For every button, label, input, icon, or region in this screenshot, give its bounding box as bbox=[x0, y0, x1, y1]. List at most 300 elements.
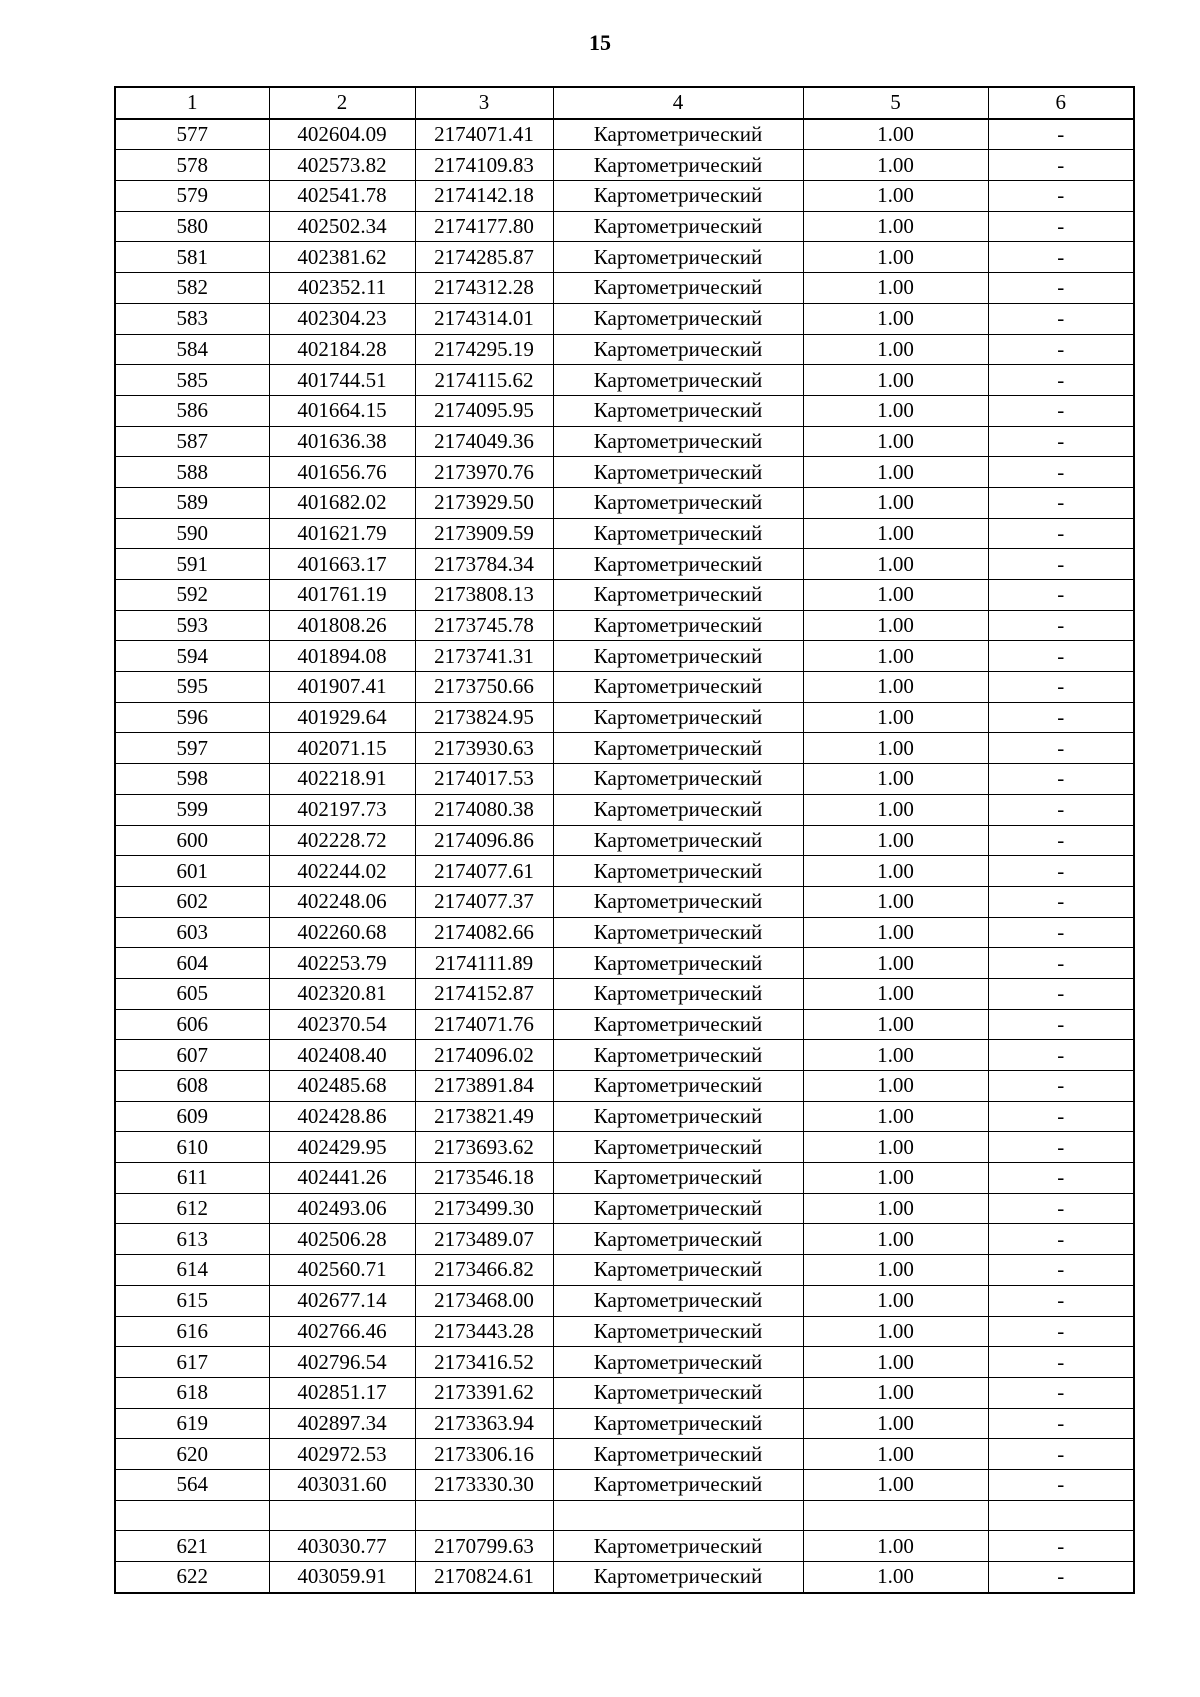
table-cell-col-1: 583 bbox=[115, 303, 269, 334]
table-cell-col-1 bbox=[115, 1500, 269, 1531]
table-cell-col-1: 598 bbox=[115, 764, 269, 795]
table-cell-col-4: Картометрический bbox=[553, 119, 803, 150]
table-cell-col-1: 622 bbox=[115, 1562, 269, 1593]
table-cell-col-2: 401929.64 bbox=[269, 702, 415, 733]
column-header-2: 2 bbox=[269, 87, 415, 119]
table-cell-col-6: - bbox=[988, 487, 1134, 518]
table-cell-col-1: 584 bbox=[115, 334, 269, 365]
table-cell-col-4: Картометрический bbox=[553, 1255, 803, 1286]
table-cell-col-1: 577 bbox=[115, 119, 269, 150]
table-cell-col-5: 1.00 bbox=[803, 794, 988, 825]
table-cell-col-3: 2174017.53 bbox=[415, 764, 553, 795]
table-cell-col-2: 402604.09 bbox=[269, 119, 415, 150]
table-cell-col-2: 402320.81 bbox=[269, 978, 415, 1009]
table-cell-col-2: 402304.23 bbox=[269, 303, 415, 334]
table-row bbox=[115, 1377, 1134, 1408]
table-cell-col-3: 2174111.89 bbox=[415, 948, 553, 979]
table-cell-col-5: 1.00 bbox=[803, 733, 988, 764]
table-cell-col-5: 1.00 bbox=[803, 917, 988, 948]
table-cell-col-3: 2170799.63 bbox=[415, 1531, 553, 1562]
table-cell-col-3: 2173824.95 bbox=[415, 702, 553, 733]
table-row bbox=[115, 1408, 1134, 1439]
table-cell-col-4: Картометрический bbox=[553, 825, 803, 856]
table-cell-col-2: 402184.28 bbox=[269, 334, 415, 365]
table-row bbox=[115, 1439, 1134, 1470]
table-cell-col-6: - bbox=[988, 702, 1134, 733]
table-cell-col-1: 580 bbox=[115, 211, 269, 242]
table-cell-col-6: - bbox=[988, 764, 1134, 795]
table-cell-col-3: 2173741.31 bbox=[415, 641, 553, 672]
table-cell-col-1: 601 bbox=[115, 856, 269, 887]
table-row bbox=[115, 181, 1134, 212]
table-cell-col-3: 2173821.49 bbox=[415, 1101, 553, 1132]
table-cell-col-3: 2174077.61 bbox=[415, 856, 553, 887]
table-cell-col-3: 2174312.28 bbox=[415, 273, 553, 304]
table-cell-col-4: Картометрический bbox=[553, 672, 803, 703]
table-cell-col-6: - bbox=[988, 518, 1134, 549]
table-cell-col-4: Картометрический bbox=[553, 702, 803, 733]
table-cell-col-3: 2174049.36 bbox=[415, 426, 553, 457]
table-cell-col-6: - bbox=[988, 181, 1134, 212]
table-cell-col-3: 2173808.13 bbox=[415, 580, 553, 611]
table-cell-col-5: 1.00 bbox=[803, 181, 988, 212]
table-cell-col-5: 1.00 bbox=[803, 1163, 988, 1194]
table-cell-col-2: 401894.08 bbox=[269, 641, 415, 672]
table-cell-col-1: 587 bbox=[115, 426, 269, 457]
table-cell-col-1: 589 bbox=[115, 487, 269, 518]
table-cell-col-3: 2170824.61 bbox=[415, 1562, 553, 1593]
table-row bbox=[115, 856, 1134, 887]
table-row bbox=[115, 1500, 1134, 1531]
table-cell-col-1: 588 bbox=[115, 457, 269, 488]
table-cell-col-3: 2173443.28 bbox=[415, 1316, 553, 1347]
table-cell-col-6: - bbox=[988, 917, 1134, 948]
table-cell-col-4: Картометрический bbox=[553, 794, 803, 825]
table-cell-col-1: 611 bbox=[115, 1163, 269, 1194]
table-cell-col-1: 619 bbox=[115, 1408, 269, 1439]
table-row bbox=[115, 1347, 1134, 1378]
table-cell-col-6: - bbox=[988, 672, 1134, 703]
table-cell-col-6: - bbox=[988, 794, 1134, 825]
table-cell-col-3: 2173970.76 bbox=[415, 457, 553, 488]
table-cell-col-1: 595 bbox=[115, 672, 269, 703]
table-cell-col-2: 403031.60 bbox=[269, 1469, 415, 1500]
table-cell-col-6: - bbox=[988, 334, 1134, 365]
table-cell-col-1: 614 bbox=[115, 1255, 269, 1286]
table-cell-col-3: 2173489.07 bbox=[415, 1224, 553, 1255]
table-row bbox=[115, 1255, 1134, 1286]
table-cell-col-3: 2174314.01 bbox=[415, 303, 553, 334]
table-cell-col-4: Картометрический bbox=[553, 1439, 803, 1470]
table-cell-col-2: 402897.34 bbox=[269, 1408, 415, 1439]
table-cell-col-4: Картометрический bbox=[553, 487, 803, 518]
table-cell-col-5 bbox=[803, 1500, 988, 1531]
table-cell-col-4: Картометрический bbox=[553, 1101, 803, 1132]
table-cell-col-3: 2173784.34 bbox=[415, 549, 553, 580]
table-cell-col-3: 2174096.86 bbox=[415, 825, 553, 856]
table-cell-col-4: Картометрический bbox=[553, 303, 803, 334]
table-cell-col-6: - bbox=[988, 211, 1134, 242]
table-cell-col-4: Картометрический bbox=[553, 856, 803, 887]
table-cell-col-1: 621 bbox=[115, 1531, 269, 1562]
table-cell-col-3: 2173929.50 bbox=[415, 487, 553, 518]
table-cell-col-4: Картометрический bbox=[553, 1009, 803, 1040]
table-row bbox=[115, 641, 1134, 672]
table-row bbox=[115, 1562, 1134, 1593]
table-cell-col-5: 1.00 bbox=[803, 1316, 988, 1347]
table-cell-col-6: - bbox=[988, 733, 1134, 764]
table-row bbox=[115, 978, 1134, 1009]
table-cell-col-5: 1.00 bbox=[803, 1347, 988, 1378]
table-cell-col-2: 402370.54 bbox=[269, 1009, 415, 1040]
table-cell-col-5: 1.00 bbox=[803, 1469, 988, 1500]
table-cell-col-2: 402677.14 bbox=[269, 1285, 415, 1316]
table-cell-col-4: Картометрический bbox=[553, 1377, 803, 1408]
table-cell-col-1: 602 bbox=[115, 886, 269, 917]
column-header-3: 3 bbox=[415, 87, 553, 119]
table-row bbox=[115, 794, 1134, 825]
table-cell-col-4: Картометрический bbox=[553, 1163, 803, 1194]
table-cell-col-3: 2173468.00 bbox=[415, 1285, 553, 1316]
table-cell-col-6: - bbox=[988, 1071, 1134, 1102]
table-cell-col-2: 402796.54 bbox=[269, 1347, 415, 1378]
table-cell-col-2: 402441.26 bbox=[269, 1163, 415, 1194]
table-cell-col-6 bbox=[988, 1500, 1134, 1531]
table-cell-col-3: 2173930.63 bbox=[415, 733, 553, 764]
table-cell-col-3: 2173546.18 bbox=[415, 1163, 553, 1194]
table-cell-col-5: 1.00 bbox=[803, 457, 988, 488]
table-cell-col-4: Картометрический bbox=[553, 1193, 803, 1224]
table-cell-col-3: 2173745.78 bbox=[415, 610, 553, 641]
table-cell-col-2: 401907.41 bbox=[269, 672, 415, 703]
table-cell-col-6: - bbox=[988, 641, 1134, 672]
table-cell-col-6: - bbox=[988, 1377, 1134, 1408]
table-cell-col-1: 620 bbox=[115, 1439, 269, 1470]
table-cell-col-6: - bbox=[988, 1040, 1134, 1071]
table-cell-col-4: Картометрический bbox=[553, 150, 803, 181]
table-cell-col-6: - bbox=[988, 365, 1134, 396]
table-cell-col-2: 402485.68 bbox=[269, 1071, 415, 1102]
table-cell-col-2: 402541.78 bbox=[269, 181, 415, 212]
table-cell-col-5: 1.00 bbox=[803, 1132, 988, 1163]
table-cell-col-6: - bbox=[988, 395, 1134, 426]
table-cell-col-3: 2174095.95 bbox=[415, 395, 553, 426]
table-cell-col-2: 402228.72 bbox=[269, 825, 415, 856]
table-cell-col-1: 617 bbox=[115, 1347, 269, 1378]
table-cell-col-6: - bbox=[988, 1193, 1134, 1224]
table-cell-col-5: 1.00 bbox=[803, 426, 988, 457]
table-row bbox=[115, 917, 1134, 948]
table-cell-col-5: 1.00 bbox=[803, 702, 988, 733]
table-cell-col-4: Картометрический bbox=[553, 549, 803, 580]
table-row bbox=[115, 365, 1134, 396]
table-cell-col-4: Картометрический bbox=[553, 1071, 803, 1102]
table-cell-col-1: 608 bbox=[115, 1071, 269, 1102]
table-cell-col-2: 402429.95 bbox=[269, 1132, 415, 1163]
table-cell-col-5: 1.00 bbox=[803, 303, 988, 334]
table-cell-col-3: 2174082.66 bbox=[415, 917, 553, 948]
table-cell-col-1: 604 bbox=[115, 948, 269, 979]
table-cell-col-4: Картометрический bbox=[553, 395, 803, 426]
table-cell-col-4: Картометрический bbox=[553, 948, 803, 979]
table-cell-col-6: - bbox=[988, 978, 1134, 1009]
table-cell-col-3: 2173750.66 bbox=[415, 672, 553, 703]
table-cell-col-5: 1.00 bbox=[803, 1562, 988, 1593]
table-cell-col-4: Картометрический bbox=[553, 181, 803, 212]
table-cell-col-1: 594 bbox=[115, 641, 269, 672]
table-cell-col-5: 1.00 bbox=[803, 273, 988, 304]
table-cell-col-1: 605 bbox=[115, 978, 269, 1009]
table-row bbox=[115, 1163, 1134, 1194]
table-row bbox=[115, 825, 1134, 856]
table-cell-col-4: Картометрический bbox=[553, 641, 803, 672]
table-cell-col-5: 1.00 bbox=[803, 610, 988, 641]
table-cell-col-2: 402766.46 bbox=[269, 1316, 415, 1347]
table-cell-col-6: - bbox=[988, 1132, 1134, 1163]
table-cell-col-4: Картометрический bbox=[553, 1132, 803, 1163]
table-cell-col-6: - bbox=[988, 426, 1134, 457]
table-cell-col-6: - bbox=[988, 580, 1134, 611]
table-row bbox=[115, 1101, 1134, 1132]
table-cell-col-4: Картометрический bbox=[553, 334, 803, 365]
table-cell-col-3: 2174152.87 bbox=[415, 978, 553, 1009]
table-cell-col-5: 1.00 bbox=[803, 119, 988, 150]
table-cell-col-1: 609 bbox=[115, 1101, 269, 1132]
table-cell-col-5: 1.00 bbox=[803, 580, 988, 611]
table-cell-col-3: 2173363.94 bbox=[415, 1408, 553, 1439]
table-cell-col-1: 585 bbox=[115, 365, 269, 396]
table-cell-col-4: Картометрический bbox=[553, 1531, 803, 1562]
table-cell-col-5: 1.00 bbox=[803, 1531, 988, 1562]
table-cell-col-3: 2173693.62 bbox=[415, 1132, 553, 1163]
table-cell-col-4: Картометрический bbox=[553, 1347, 803, 1378]
table-cell-col-1: 592 bbox=[115, 580, 269, 611]
table-cell-col-6: - bbox=[988, 948, 1134, 979]
table-cell-col-5: 1.00 bbox=[803, 1439, 988, 1470]
table-cell-col-3: 2173891.84 bbox=[415, 1071, 553, 1102]
table-cell-col-6: - bbox=[988, 1562, 1134, 1593]
table-cell-col-1: 612 bbox=[115, 1193, 269, 1224]
table-cell-col-1: 615 bbox=[115, 1285, 269, 1316]
table-cell-col-5: 1.00 bbox=[803, 1377, 988, 1408]
table-cell-col-6: - bbox=[988, 886, 1134, 917]
table-row bbox=[115, 1285, 1134, 1316]
table-cell-col-1: 582 bbox=[115, 273, 269, 304]
table-cell-col-1: 616 bbox=[115, 1316, 269, 1347]
table-cell-col-1: 579 bbox=[115, 181, 269, 212]
table-cell-col-6: - bbox=[988, 856, 1134, 887]
table-cell-col-5: 1.00 bbox=[803, 549, 988, 580]
table-cell-col-5: 1.00 bbox=[803, 1193, 988, 1224]
table-cell-col-4 bbox=[553, 1500, 803, 1531]
table-cell-col-1: 596 bbox=[115, 702, 269, 733]
table-cell-col-3: 2174077.37 bbox=[415, 886, 553, 917]
table-cell-col-1: 597 bbox=[115, 733, 269, 764]
table-cell-col-5: 1.00 bbox=[803, 487, 988, 518]
table-row bbox=[115, 1316, 1134, 1347]
table-cell-col-4: Картометрический bbox=[553, 764, 803, 795]
table-cell-col-5: 1.00 bbox=[803, 150, 988, 181]
table-cell-col-3: 2174295.19 bbox=[415, 334, 553, 365]
table-cell-col-2: 401744.51 bbox=[269, 365, 415, 396]
table-cell-col-2: 402244.02 bbox=[269, 856, 415, 887]
table-cell-col-6: - bbox=[988, 457, 1134, 488]
table-cell-col-2: 401621.79 bbox=[269, 518, 415, 549]
table-row bbox=[115, 702, 1134, 733]
table-row bbox=[115, 886, 1134, 917]
table-row bbox=[115, 273, 1134, 304]
table-cell-col-6: - bbox=[988, 1285, 1134, 1316]
table-cell-col-4: Картометрический bbox=[553, 273, 803, 304]
table-row bbox=[115, 119, 1134, 150]
table-row bbox=[115, 1071, 1134, 1102]
table-cell-col-4: Картометрический bbox=[553, 886, 803, 917]
column-header-4: 4 bbox=[553, 87, 803, 119]
table-cell-col-3: 2174071.41 bbox=[415, 119, 553, 150]
table-cell-col-1: 606 bbox=[115, 1009, 269, 1040]
table-cell-col-4: Картометрический bbox=[553, 457, 803, 488]
table-cell-col-4: Картометрический bbox=[553, 426, 803, 457]
table-header-row bbox=[115, 87, 1134, 119]
table-row bbox=[115, 303, 1134, 334]
table-cell-col-5: 1.00 bbox=[803, 1071, 988, 1102]
table-row bbox=[115, 518, 1134, 549]
table-cell-col-5: 1.00 bbox=[803, 948, 988, 979]
table-cell-col-2: 402071.15 bbox=[269, 733, 415, 764]
table-row bbox=[115, 1469, 1134, 1500]
table-cell-col-2: 402352.11 bbox=[269, 273, 415, 304]
table-cell-col-2: 402260.68 bbox=[269, 917, 415, 948]
table-cell-col-5: 1.00 bbox=[803, 1040, 988, 1071]
table-row bbox=[115, 764, 1134, 795]
table-cell-col-2: 402560.71 bbox=[269, 1255, 415, 1286]
table-row bbox=[115, 610, 1134, 641]
table-cell-col-5: 1.00 bbox=[803, 825, 988, 856]
table-cell-col-5: 1.00 bbox=[803, 334, 988, 365]
table-cell-col-4: Картометрический bbox=[553, 580, 803, 611]
table-cell-col-2: 402573.82 bbox=[269, 150, 415, 181]
table-cell-col-2: 402972.53 bbox=[269, 1439, 415, 1470]
table-cell-col-4: Картометрический bbox=[553, 1285, 803, 1316]
table-cell-col-2 bbox=[269, 1500, 415, 1531]
table-cell-col-1: 564 bbox=[115, 1469, 269, 1500]
table-cell-col-2: 402197.73 bbox=[269, 794, 415, 825]
table-cell-col-6: - bbox=[988, 1316, 1134, 1347]
table-cell-col-3: 2174177.80 bbox=[415, 211, 553, 242]
table-cell-col-4: Картометрический bbox=[553, 610, 803, 641]
table-cell-col-3: 2174115.62 bbox=[415, 365, 553, 396]
table-cell-col-4: Картометрический bbox=[553, 242, 803, 273]
table-cell-col-5: 1.00 bbox=[803, 211, 988, 242]
table-row bbox=[115, 211, 1134, 242]
table-cell-col-2: 402218.91 bbox=[269, 764, 415, 795]
table-cell-col-2: 401682.02 bbox=[269, 487, 415, 518]
table-cell-col-5: 1.00 bbox=[803, 672, 988, 703]
table-row bbox=[115, 426, 1134, 457]
table-cell-col-5: 1.00 bbox=[803, 641, 988, 672]
table-row bbox=[115, 1040, 1134, 1071]
table-row bbox=[115, 1224, 1134, 1255]
table-cell-col-1: 590 bbox=[115, 518, 269, 549]
table-cell-col-2: 402506.28 bbox=[269, 1224, 415, 1255]
table-cell-col-6: - bbox=[988, 549, 1134, 580]
table-cell-col-5: 1.00 bbox=[803, 518, 988, 549]
table-cell-col-4: Картометрический bbox=[553, 978, 803, 1009]
table-row bbox=[115, 1009, 1134, 1040]
table-row bbox=[115, 672, 1134, 703]
table-cell-col-1: 599 bbox=[115, 794, 269, 825]
table-cell-col-3: 2174080.38 bbox=[415, 794, 553, 825]
table-row bbox=[115, 1132, 1134, 1163]
table-cell-col-5: 1.00 bbox=[803, 764, 988, 795]
table-cell-col-4: Картометрический bbox=[553, 365, 803, 396]
table-cell-col-3: 2173909.59 bbox=[415, 518, 553, 549]
table-cell-col-5: 1.00 bbox=[803, 1255, 988, 1286]
table-row bbox=[115, 733, 1134, 764]
table-cell-col-4: Картометрический bbox=[553, 1562, 803, 1593]
table-row bbox=[115, 395, 1134, 426]
table-cell-col-2: 402493.06 bbox=[269, 1193, 415, 1224]
table-row bbox=[115, 1193, 1134, 1224]
table-cell-col-3: 2174109.83 bbox=[415, 150, 553, 181]
table-cell-col-6: - bbox=[988, 1347, 1134, 1378]
table-row bbox=[115, 150, 1134, 181]
page-number: 15 bbox=[589, 30, 611, 55]
table-cell-col-1: 586 bbox=[115, 395, 269, 426]
table-cell-col-2: 403030.77 bbox=[269, 1531, 415, 1562]
table-cell-col-6: - bbox=[988, 1531, 1134, 1562]
table-cell-col-2: 403059.91 bbox=[269, 1562, 415, 1593]
table-cell-col-1: 607 bbox=[115, 1040, 269, 1071]
table-cell-col-6: - bbox=[988, 1255, 1134, 1286]
table-cell-col-6: - bbox=[988, 1101, 1134, 1132]
table-cell-col-2: 402381.62 bbox=[269, 242, 415, 273]
table-cell-col-1: 593 bbox=[115, 610, 269, 641]
table-cell-col-6: - bbox=[988, 1408, 1134, 1439]
table-cell-col-2: 402408.40 bbox=[269, 1040, 415, 1071]
table-cell-col-2: 401664.15 bbox=[269, 395, 415, 426]
table-cell-col-4: Картометрический bbox=[553, 1469, 803, 1500]
table-cell-col-5: 1.00 bbox=[803, 365, 988, 396]
table-cell-col-3: 2174071.76 bbox=[415, 1009, 553, 1040]
table-cell-col-3: 2173416.52 bbox=[415, 1347, 553, 1378]
table-cell-col-2: 402253.79 bbox=[269, 948, 415, 979]
table-cell-col-5: 1.00 bbox=[803, 856, 988, 887]
table-cell-col-3: 2173499.30 bbox=[415, 1193, 553, 1224]
table-cell-col-2: 402851.17 bbox=[269, 1377, 415, 1408]
table-cell-col-2: 402502.34 bbox=[269, 211, 415, 242]
table-cell-col-5: 1.00 bbox=[803, 242, 988, 273]
table-cell-col-3: 2174142.18 bbox=[415, 181, 553, 212]
table-row bbox=[115, 549, 1134, 580]
table-cell-col-3: 2173466.82 bbox=[415, 1255, 553, 1286]
coordinates-table bbox=[114, 86, 1135, 1594]
table-row bbox=[115, 457, 1134, 488]
table-cell-col-6: - bbox=[988, 1224, 1134, 1255]
table-cell-col-5: 1.00 bbox=[803, 395, 988, 426]
table-cell-col-3: 2173330.30 bbox=[415, 1469, 553, 1500]
table-cell-col-1: 600 bbox=[115, 825, 269, 856]
table-cell-col-6: - bbox=[988, 1469, 1134, 1500]
table-cell-col-1: 613 bbox=[115, 1224, 269, 1255]
table-cell-col-1: 591 bbox=[115, 549, 269, 580]
table-cell-col-2: 401656.76 bbox=[269, 457, 415, 488]
table-cell-col-1: 578 bbox=[115, 150, 269, 181]
table-cell-col-2: 401808.26 bbox=[269, 610, 415, 641]
table-cell-col-4: Картометрический bbox=[553, 518, 803, 549]
table-cell-col-6: - bbox=[988, 1009, 1134, 1040]
table-cell-col-5: 1.00 bbox=[803, 886, 988, 917]
